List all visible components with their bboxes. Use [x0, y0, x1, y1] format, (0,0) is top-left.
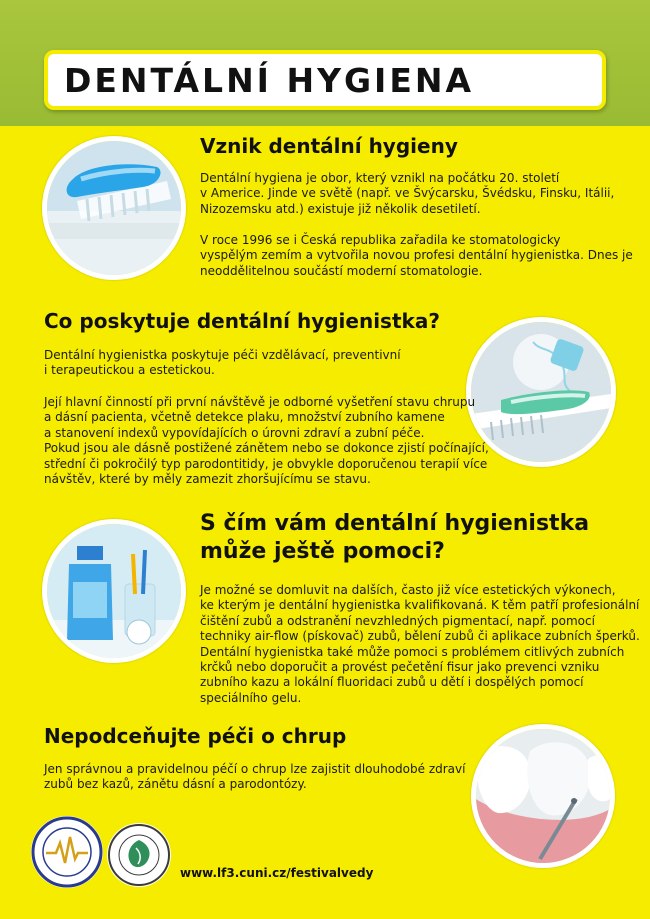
section-origin-paragraph-2: V roce 1996 se i Česká republika zařadila ke stomatologicky vyspělým zemím a vytvořila novou profesi dentální hygienistka. Dnes je neoddělitelnou součástí moderní stomatologie.	[200, 233, 633, 278]
section-origin-paragraph-1: Dentální hygiena je obor, který vznikl na počátku 20. století v Americe. Jinde ve světě (např. ve Švýcarsku, Švédsku, Finsku, Itálii, Nizozemsku atd.) existuje již několik desetiletí.	[200, 171, 615, 216]
toothbrush-photo-icon	[42, 136, 186, 280]
faculty-seal-icon	[30, 815, 104, 889]
section-services-paragraph-2: Její hlavní činností při první návštěvě je odborné vyšetření stavu chrupu a dásní pacienta, včetně detekce plaku, množství zubního kamene a stanovení indexů vypovídajících o úrovni zdraví a zubní péče. Pokud jsou ale dásně postižené zánětem nebo se dokonce zjistí počínající, střední či pokročilý typ parodontitidy, je obvykle doporučenou terapií více návštěv, které by měly zamezit zhoršujícímu se stavu.	[44, 395, 489, 487]
section-services-paragraph-1: Dentální hygienistka poskytuje péči vzdělávací, preventivní i terapeutickou a estetickou.	[44, 348, 401, 378]
teeth-probe-photo-icon	[471, 724, 615, 868]
page-title: DENTÁLNÍ HYGIENA	[64, 61, 475, 100]
section-care-paragraph: Jen správnou a pravidelnou péčí o chrup lze zajistit dlouhodobé zdraví zubů bez kazů, zánětu dásní a parodontózy.	[44, 762, 466, 792]
section-heading-services: Co poskytuje dentální hygienistka?	[44, 309, 440, 333]
website-url: www.lf3.cuni.cz/festivalvedy	[180, 866, 374, 880]
title-box	[44, 50, 606, 110]
university-seal-icon	[106, 822, 172, 888]
mouthwash-photo-icon	[42, 519, 186, 663]
section-heading-help-line-1: S čím vám dentální hygienistka	[200, 511, 590, 536]
section-heading-care: Nepodceňujte péči o chrup	[44, 724, 347, 748]
section-heading-help-line-2: může ještě pomoci?	[200, 539, 445, 564]
section-heading-origin: Vznik dentální hygieny	[200, 134, 458, 158]
section-help-paragraph: Je možné se domluvit na dalších, často již více estetických výkonech, ke kterým je dentální hygienistka kvalifikovaná. K těm patří profesionální čištění zubů a odstranění nevzhledných pigmentací, např. pomocí techniky air-flow (pískovač) zubů, bělení zubů či aplikace zubních šperků. Dentální hygienistka také může pomoci s problémem citlivých zubních krčků nebo doporučit a provést pečetění fisur jako prevenci vzniku zubního kazu a lokální fluoridaci zubů u dětí i dospělých pomocí speciálního gelu.	[200, 583, 640, 705]
